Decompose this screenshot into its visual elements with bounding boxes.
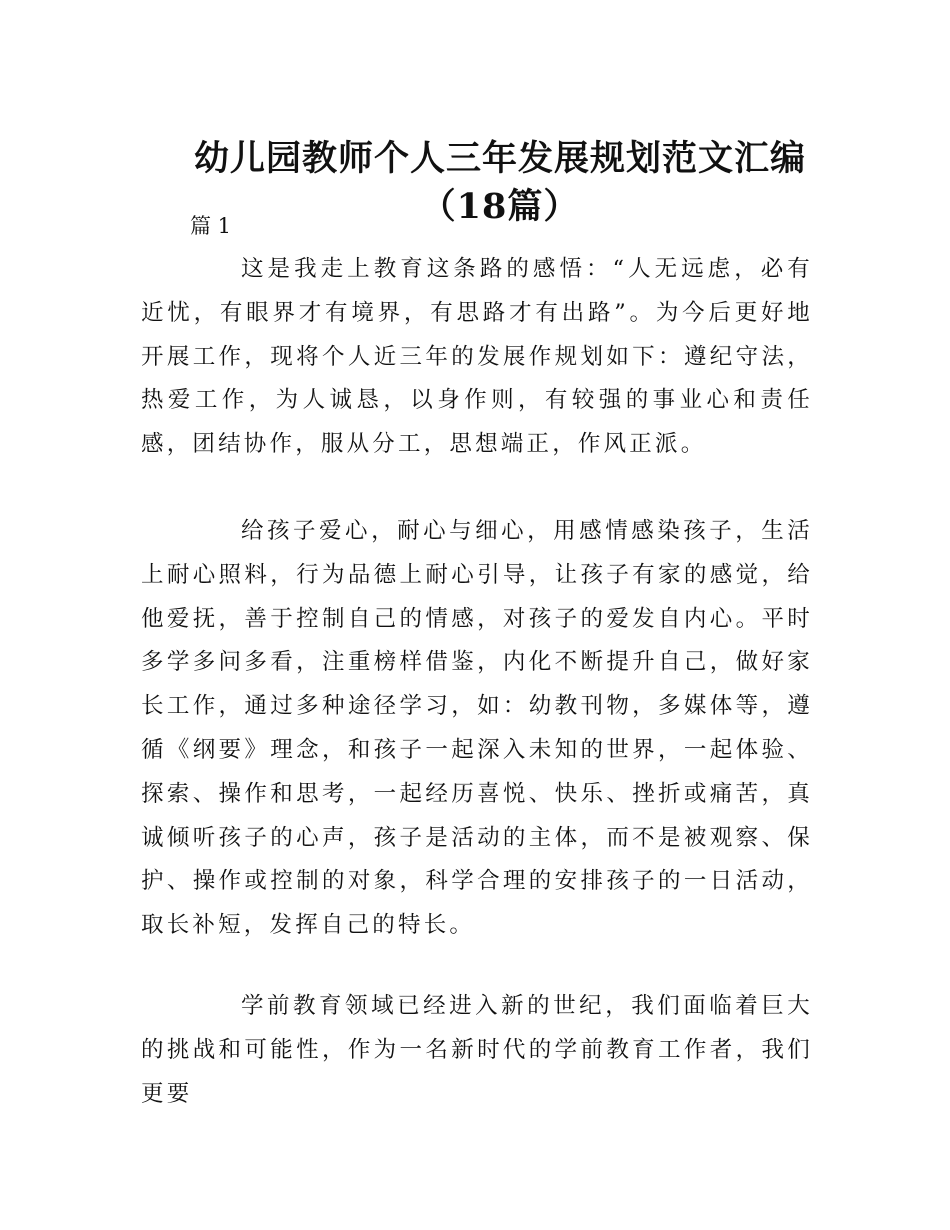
section-label: 篇 1: [190, 214, 232, 238]
document-title: [140, 135, 860, 231]
title-line-2: （18篇）: [420, 186, 580, 228]
body-paragraph-2: 给孩子爱心，耐心与细心，用感情感染孩子，生活上耐心照料，行为品德上耐心引导，让孩子有家的感觉，给他爱抚，善于控制自己的情感，对孩子的爱发自内心。平时多学多问多看，注重榜样借鉴，内化不断提升自己，做好家长工作，通过多种途径学习，如：幼教刊物，多媒体等，遵循《纲要》理念，和孩子一起深入未知的世界，一起体验、探索、操作和思考，一起经历喜悦、快乐、挫折或痛苦，真诚倾听孩子的心声，孩子是活动的主体，而不是被观察、保护、操作或控制的对象，科学合理的安排孩子的一日活动，取长补短，发挥自己的特长。: [141, 518, 813, 939]
body-paragraph-1: 这是我走上教育这条路的感悟：“人无远虑，必有近忧，有眼界才有境界，有思路才有出路”。为今后更好地开展工作，现将个人近三年的发展作规划如下：遵纪守法，热爱工作，为人诚恳，以身作则，有较强的事业心和责任感，团结协作，服从分工，思想端正，作风正派。: [141, 256, 813, 458]
title-line-1: 幼儿园教师个人三年发展规划范文汇编: [193, 138, 806, 180]
body-paragraph-3: 学前教育领域已经进入新的世纪，我们面临着巨大的挑战和可能性，作为一名新时代的学前教育工作者，我们更要: [141, 993, 813, 1107]
